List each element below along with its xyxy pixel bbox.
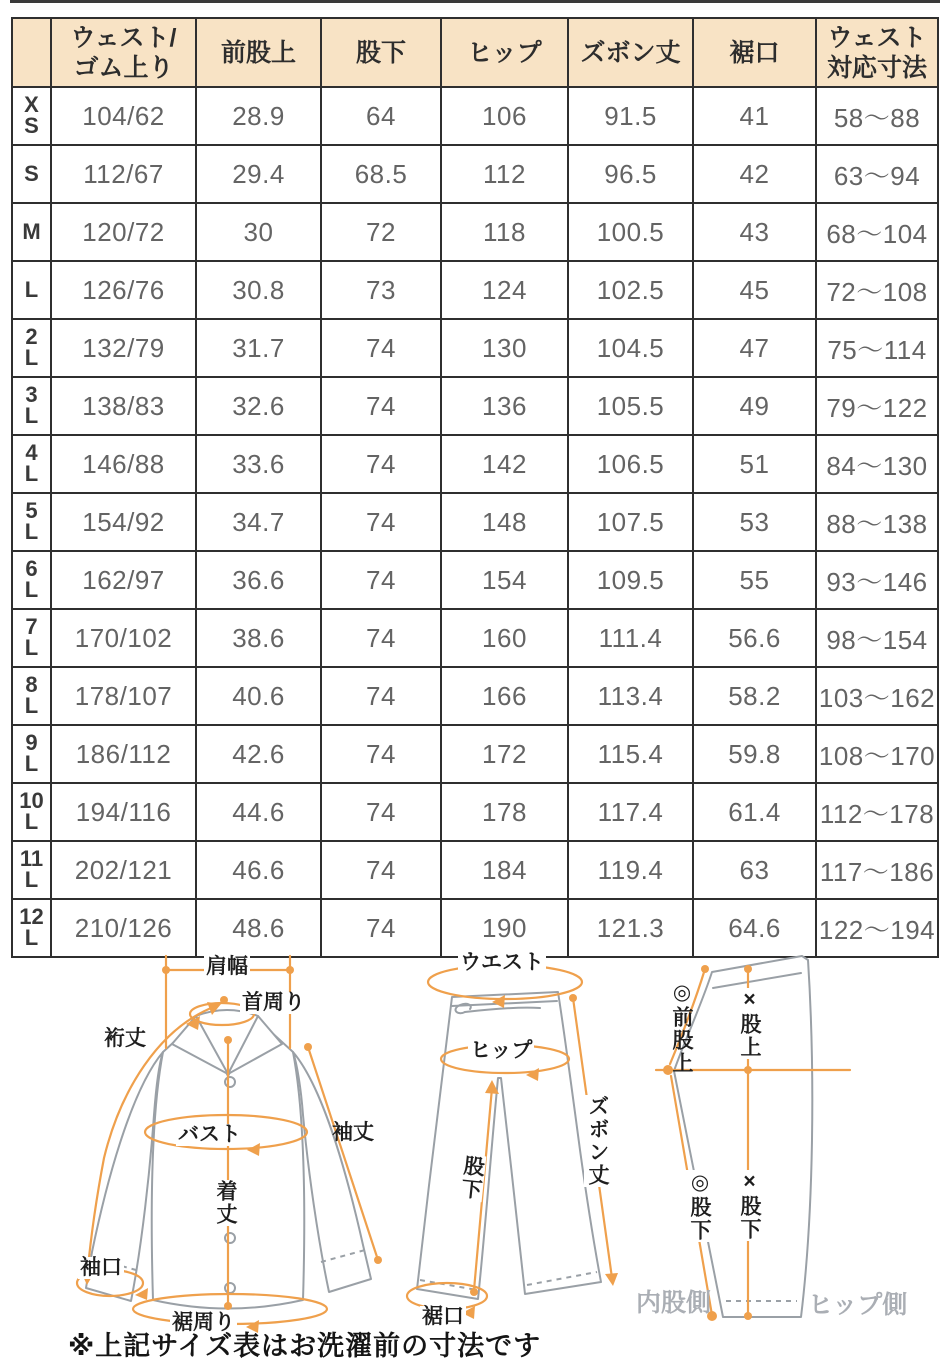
value-cell: 98～154: [816, 609, 938, 667]
value-cell: 106.5: [568, 435, 693, 493]
value-cell: 53: [693, 493, 816, 551]
label-pants-length: ズボン丈: [584, 1095, 610, 1187]
label-front-rise: ◎前股上: [670, 980, 694, 1075]
value-cell: 46.6: [196, 841, 321, 899]
table-row: [12, 667, 938, 725]
value-cell: 88～138: [816, 493, 938, 551]
value-cell: 119.4: [568, 841, 693, 899]
label-inner-side: 内股側: [636, 1289, 712, 1317]
header-cell: ウェスト/ ゴム上り: [51, 18, 196, 87]
header-cell: 裾口: [693, 18, 816, 87]
header-cell: [12, 18, 51, 87]
table-row: [12, 87, 938, 145]
value-cell: 111.4: [568, 609, 693, 667]
value-cell: 74: [321, 841, 441, 899]
value-cell: 41: [693, 87, 816, 145]
value-cell: 113.4: [568, 667, 693, 725]
size-label: 12 L: [12, 899, 51, 957]
size-table-body: [12, 87, 938, 957]
label-sleeve-length: 袖丈: [332, 1121, 374, 1144]
size-label: L: [12, 261, 51, 319]
value-cell: 194/116: [51, 783, 196, 841]
label-inseam-a: ◎股下: [686, 1170, 712, 1242]
label-yuki-length: 裄丈: [104, 1027, 146, 1050]
value-cell: 63: [693, 841, 816, 899]
size-label: 5 L: [12, 493, 51, 551]
value-cell: 64.6: [693, 899, 816, 957]
size-label: 3 L: [12, 377, 51, 435]
header-cell: 股下: [321, 18, 441, 87]
value-cell: 178: [441, 783, 568, 841]
header-cell: ズボン丈: [568, 18, 693, 87]
value-cell: 136: [441, 377, 568, 435]
value-cell: 210/126: [51, 899, 196, 957]
value-cell: 61.4: [693, 783, 816, 841]
value-cell: 184: [441, 841, 568, 899]
value-cell: 112: [441, 145, 568, 203]
value-cell: 148: [441, 493, 568, 551]
value-cell: 56.6: [693, 609, 816, 667]
size-label: 7 L: [12, 609, 51, 667]
value-cell: 112～178: [816, 783, 938, 841]
value-cell: 138/83: [51, 377, 196, 435]
value-cell: 47: [693, 319, 816, 377]
value-cell: 51: [693, 435, 816, 493]
value-cell: 118: [441, 203, 568, 261]
label-hem-opening: 裾口: [422, 1305, 464, 1328]
top-divider: [10, 0, 940, 3]
value-cell: 74: [321, 667, 441, 725]
value-cell: 30: [196, 203, 321, 261]
value-cell: 104.5: [568, 319, 693, 377]
value-cell: 108～170: [816, 725, 938, 783]
value-cell: 104/62: [51, 87, 196, 145]
value-cell: 117～186: [816, 841, 938, 899]
table-row: [12, 783, 938, 841]
value-cell: 100.5: [568, 203, 693, 261]
header-cell: ウェスト 対応寸法: [816, 18, 938, 87]
label-cuff: 袖口: [80, 1256, 122, 1279]
value-cell: 142: [441, 435, 568, 493]
value-cell: 68～104: [816, 203, 938, 261]
value-cell: 74: [321, 783, 441, 841]
table-row: [12, 261, 938, 319]
value-cell: 63～94: [816, 145, 938, 203]
value-cell: 32.6: [196, 377, 321, 435]
size-table-header: [12, 18, 938, 87]
value-cell: 64: [321, 87, 441, 145]
value-cell: 115.4: [568, 725, 693, 783]
label-rise: ×股上: [736, 988, 762, 1059]
value-cell: 172: [441, 725, 568, 783]
value-cell: 48.6: [196, 899, 321, 957]
label-hem-round: 裾周り: [172, 1311, 235, 1334]
value-cell: 49: [693, 377, 816, 435]
value-cell: 103～162: [816, 667, 938, 725]
size-label: 10 L: [12, 783, 51, 841]
value-cell: 43: [693, 203, 816, 261]
table-row: [12, 435, 938, 493]
value-cell: 45: [693, 261, 816, 319]
value-cell: 74: [321, 435, 441, 493]
value-cell: 93～146: [816, 551, 938, 609]
value-cell: 74: [321, 493, 441, 551]
table-row: [12, 551, 938, 609]
size-table: [11, 17, 939, 958]
value-cell: 121.3: [568, 899, 693, 957]
value-cell: 44.6: [196, 783, 321, 841]
size-label: 2 L: [12, 319, 51, 377]
value-cell: 59.8: [693, 725, 816, 783]
value-cell: 120/72: [51, 203, 196, 261]
value-cell: 190: [441, 899, 568, 957]
size-label: 11 L: [12, 841, 51, 899]
value-cell: 107.5: [568, 493, 693, 551]
table-row: [12, 609, 938, 667]
value-cell: 74: [321, 899, 441, 957]
value-cell: 68.5: [321, 145, 441, 203]
label-body-length: 着丈: [212, 1180, 238, 1226]
size-label: 9 L: [12, 725, 51, 783]
value-cell: 38.6: [196, 609, 321, 667]
label-hip: ヒップ: [470, 1039, 533, 1062]
table-row: [12, 841, 938, 899]
table-row: [12, 203, 938, 261]
value-cell: 124: [441, 261, 568, 319]
value-cell: 102.5: [568, 261, 693, 319]
value-cell: 74: [321, 725, 441, 783]
value-cell: 186/112: [51, 725, 196, 783]
value-cell: 105.5: [568, 377, 693, 435]
value-cell: 122～194: [816, 899, 938, 957]
size-label: X S: [12, 87, 51, 145]
header-row: [12, 18, 938, 87]
wash-note: ※上記サイズ表はお洗濯前の寸法です: [68, 1331, 542, 1361]
value-cell: 202/121: [51, 841, 196, 899]
table-row: [12, 377, 938, 435]
table-row: [12, 145, 938, 203]
value-cell: 42: [693, 145, 816, 203]
label-inseam-front: 股下: [456, 1154, 487, 1202]
value-cell: 58.2: [693, 667, 816, 725]
value-cell: 132/79: [51, 319, 196, 377]
label-inseam-b: ×股下: [736, 1170, 762, 1241]
value-cell: 42.6: [196, 725, 321, 783]
label-bust: バスト: [178, 1123, 241, 1146]
value-cell: 31.7: [196, 319, 321, 377]
value-cell: 28.9: [196, 87, 321, 145]
label-shoulder-width: 肩幅: [206, 955, 248, 978]
value-cell: 154: [441, 551, 568, 609]
value-cell: 166: [441, 667, 568, 725]
value-cell: 55: [693, 551, 816, 609]
value-cell: 72～108: [816, 261, 938, 319]
value-cell: 146/88: [51, 435, 196, 493]
header-cell: ヒップ: [441, 18, 568, 87]
table-row: [12, 725, 938, 783]
value-cell: 79～122: [816, 377, 938, 435]
value-cell: 96.5: [568, 145, 693, 203]
value-cell: 74: [321, 609, 441, 667]
label-hip-side: ヒップ側: [808, 1291, 908, 1319]
value-cell: 117.4: [568, 783, 693, 841]
value-cell: 112/67: [51, 145, 196, 203]
value-cell: 74: [321, 551, 441, 609]
table-row: [12, 493, 938, 551]
value-cell: 75～114: [816, 319, 938, 377]
value-cell: 34.7: [196, 493, 321, 551]
value-cell: 33.6: [196, 435, 321, 493]
value-cell: 126/76: [51, 261, 196, 319]
value-cell: 160: [441, 609, 568, 667]
label-waist: ウエスト: [460, 951, 544, 974]
size-label: 8 L: [12, 667, 51, 725]
value-cell: 29.4: [196, 145, 321, 203]
value-cell: 154/92: [51, 493, 196, 551]
size-diagram-svg: [0, 930, 940, 1360]
value-cell: 36.6: [196, 551, 321, 609]
value-cell: 40.6: [196, 667, 321, 725]
size-label: S: [12, 145, 51, 203]
value-cell: 74: [321, 319, 441, 377]
value-cell: 106: [441, 87, 568, 145]
value-cell: 84～130: [816, 435, 938, 493]
value-cell: 73: [321, 261, 441, 319]
value-cell: 74: [321, 377, 441, 435]
value-cell: 91.5: [568, 87, 693, 145]
size-label: 6 L: [12, 551, 51, 609]
size-label: M: [12, 203, 51, 261]
value-cell: 72: [321, 203, 441, 261]
table-row: [12, 319, 938, 377]
label-neck: 首周り: [242, 991, 305, 1014]
measurement-diagrams: [0, 930, 940, 1360]
value-cell: 162/97: [51, 551, 196, 609]
value-cell: 130: [441, 319, 568, 377]
size-label: 4 L: [12, 435, 51, 493]
value-cell: 109.5: [568, 551, 693, 609]
value-cell: 170/102: [51, 609, 196, 667]
header-cell: 前股上: [196, 18, 321, 87]
value-cell: 178/107: [51, 667, 196, 725]
value-cell: 58～88: [816, 87, 938, 145]
value-cell: 30.8: [196, 261, 321, 319]
